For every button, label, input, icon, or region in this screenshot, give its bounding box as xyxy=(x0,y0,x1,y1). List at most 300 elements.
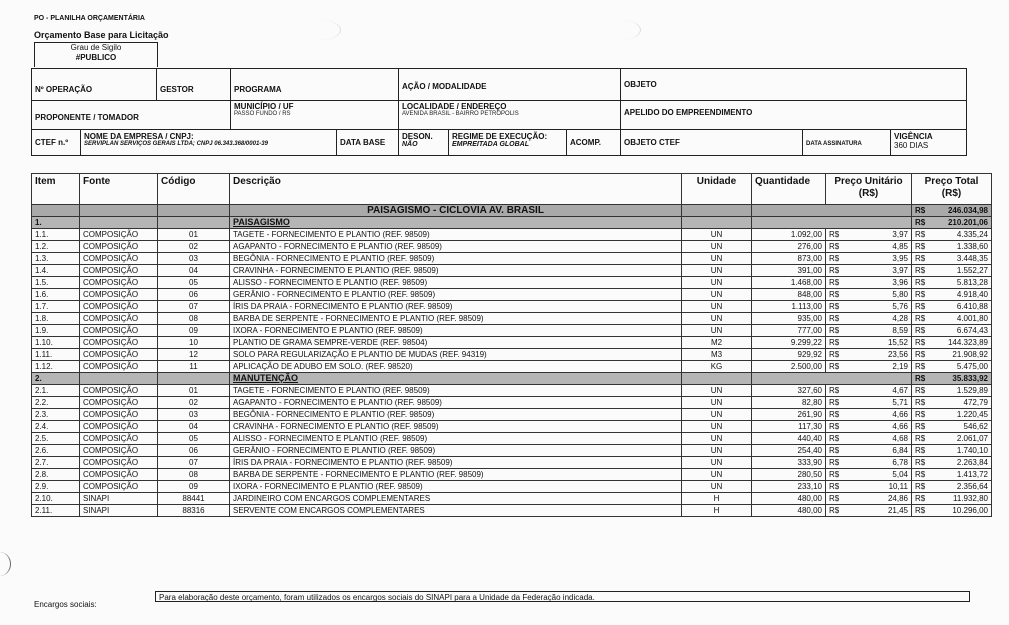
unidade-cell: UN xyxy=(682,409,752,421)
quantidade-cell: 848,00 xyxy=(752,289,826,301)
table-row xyxy=(32,409,992,421)
quantidade-cell: 2.500,00 xyxy=(752,361,826,373)
quantidade-cell: 280,50 xyxy=(752,469,826,481)
codigo-cell: 06 xyxy=(158,289,230,301)
codigo-cell: 08 xyxy=(158,313,230,325)
unitario-cell xyxy=(826,277,912,289)
group-item: 2. xyxy=(32,373,80,385)
encargos-label: Encargos sociais: xyxy=(34,600,97,609)
currency-symbol: R$ xyxy=(829,290,840,299)
total-cell xyxy=(912,265,992,277)
scan-artifact xyxy=(600,20,641,40)
descricao-cell: ÍRIS DA PRAIA - FORNECIMENTO E PLANTIO (REF. 98509) xyxy=(230,457,682,469)
total-cell-value: 1.220,45 xyxy=(956,410,988,419)
acao-label: AÇÃO / MODALIDADE xyxy=(402,82,487,91)
total-cell-value: 1.413,72 xyxy=(956,470,988,479)
unidade-cell: UN xyxy=(682,229,752,241)
fonte-cell: COMPOSIÇÃO xyxy=(80,301,158,313)
empty-cell xyxy=(158,217,230,229)
table-row xyxy=(32,457,992,469)
total-cell-value: 5.475,00 xyxy=(956,362,988,371)
group-total-value: 210.201,06 xyxy=(947,218,988,227)
descricao-cell: ALISSO - FORNECIMENTO E PLANTIO (REF. 98509) xyxy=(230,277,682,289)
codigo-cell: 04 xyxy=(158,265,230,277)
total-cell xyxy=(912,385,992,397)
empresa-value: SERVIPLAN SERVIÇOS GERAIS LTDA; CNPJ 06.343.368/0001-39 xyxy=(84,141,268,147)
empty-cell xyxy=(32,205,80,217)
currency-symbol: R$ xyxy=(915,302,926,311)
fonte-cell: COMPOSIÇÃO xyxy=(80,445,158,457)
unitario-cell xyxy=(826,409,912,421)
unitario-cell-value: 5,71 xyxy=(892,398,908,407)
fonte-cell: COMPOSIÇÃO xyxy=(80,469,158,481)
unitario-cell-value: 2,19 xyxy=(892,362,908,371)
quantidade-cell: 929,92 xyxy=(752,349,826,361)
unitario-cell xyxy=(826,241,912,253)
currency-symbol: R$ xyxy=(829,470,840,479)
table-row xyxy=(32,265,992,277)
item-cell: 2.8. xyxy=(32,469,80,481)
item-cell: 2.1. xyxy=(32,385,80,397)
currency-symbol: R$ xyxy=(829,314,840,323)
item-cell: 2.10. xyxy=(32,493,80,505)
total-cell-value: 4.918,40 xyxy=(956,290,988,299)
table-row xyxy=(32,505,992,517)
unidade-cell: M2 xyxy=(682,337,752,349)
codigo-cell: 07 xyxy=(158,301,230,313)
item-cell: 1.5. xyxy=(32,277,80,289)
currency-symbol: R$ xyxy=(829,338,840,347)
municipio-value: PASSO FUNDO / RS xyxy=(234,111,291,117)
codigo-cell: 03 xyxy=(158,409,230,421)
total-cell-value: 4.001,80 xyxy=(956,314,988,323)
unidade-cell: UN xyxy=(682,481,752,493)
quantidade-cell: 333,90 xyxy=(752,457,826,469)
operacao-label: Nº OPERAÇÃO xyxy=(35,85,93,94)
unidade-cell: H xyxy=(682,505,752,517)
item-cell: 1.9. xyxy=(32,325,80,337)
empty-cell xyxy=(682,373,752,385)
data-base-label: DATA BASE xyxy=(340,138,386,147)
table-row xyxy=(32,301,992,313)
descricao-cell: IXORA - FORNECIMENTO E PLANTIO (REF. 98509) xyxy=(230,481,682,493)
unitario-cell xyxy=(826,313,912,325)
table-row xyxy=(32,229,992,241)
unitario-cell-value: 4,66 xyxy=(892,410,908,419)
header-row-3 xyxy=(31,129,967,156)
unitario-cell-value: 8,59 xyxy=(892,326,908,335)
unitario-cell xyxy=(826,229,912,241)
empty-cell xyxy=(80,205,158,217)
quantidade-cell: 82,80 xyxy=(752,397,826,409)
unidade-cell: UN xyxy=(682,445,752,457)
unitario-cell-value: 3,95 xyxy=(892,254,908,263)
total-cell xyxy=(912,481,992,493)
fonte-cell: COMPOSIÇÃO xyxy=(80,265,158,277)
currency-symbol: R$ xyxy=(915,446,926,455)
regime-label: REGIME DE EXECUÇÃO: xyxy=(452,132,548,141)
objeto-label: OBJETO xyxy=(624,80,657,89)
currency-symbol: R$ xyxy=(915,242,926,251)
descricao-cell: JARDINEIRO COM ENCARGOS COMPLEMENTARES xyxy=(230,493,682,505)
unitario-cell-value: 15,52 xyxy=(887,338,908,347)
empty-cell xyxy=(158,205,230,217)
unitario-cell xyxy=(826,433,912,445)
currency-symbol: R$ xyxy=(829,446,840,455)
unitario-cell xyxy=(826,325,912,337)
fonte-cell: COMPOSIÇÃO xyxy=(80,289,158,301)
item-cell: 2.9. xyxy=(32,481,80,493)
quantidade-cell: 327,60 xyxy=(752,385,826,397)
descricao-cell: GERÂNIO - FORNECIMENTO E PLANTIO (REF. 98509) xyxy=(230,289,682,301)
empty-cell xyxy=(752,205,912,217)
group-row xyxy=(32,217,992,229)
title-row-label: PAISAGISMO - CICLOVIA AV. BRASIL xyxy=(230,205,682,217)
currency-symbol: R$ xyxy=(829,422,840,431)
col-item: Item xyxy=(32,174,80,205)
col-fonte: Fonte xyxy=(80,174,158,205)
descricao-cell: BEGÔNIA - FORNECIMENTO E PLANTIO (REF. 98509) xyxy=(230,253,682,265)
descricao-cell: SOLO PARA REGULARIZAÇÃO E PLANTIO DE MUDAS (REF. 94319) xyxy=(230,349,682,361)
localidade-value: AVENIDA BRASIL - BAIRRO PETRÓPOLIS xyxy=(402,111,519,117)
codigo-cell: 01 xyxy=(158,385,230,397)
item-cell: 2.6. xyxy=(32,445,80,457)
currency-symbol: R$ xyxy=(829,494,840,503)
total-cell xyxy=(912,493,992,505)
currency-symbol: R$ xyxy=(829,242,840,251)
total-cell-value: 2.061,07 xyxy=(956,434,988,443)
quantidade-cell: 1.468,00 xyxy=(752,277,826,289)
total-cell xyxy=(912,337,992,349)
descricao-cell: AGAPANTO - FORNECIMENTO E PLANTIO (REF. 98509) xyxy=(230,397,682,409)
fonte-cell: COMPOSIÇÃO xyxy=(80,349,158,361)
quantidade-cell: 1.113,00 xyxy=(752,301,826,313)
currency-symbol: R$ xyxy=(915,398,926,407)
fonte-cell: SINAPI xyxy=(80,493,158,505)
table-row xyxy=(32,397,992,409)
codigo-cell: 05 xyxy=(158,277,230,289)
group-total xyxy=(912,217,992,229)
header-row-2 xyxy=(31,100,967,130)
fonte-cell: COMPOSIÇÃO xyxy=(80,397,158,409)
total-cell xyxy=(912,229,992,241)
codigo-cell: 88316 xyxy=(158,505,230,517)
descricao-cell: TAGETE - FORNECIMENTO E PLANTIO (REF. 98509) xyxy=(230,385,682,397)
descricao-cell: BARBA DE SERPENTE - FORNECIMENTO E PLANTIO (REF. 98509) xyxy=(230,313,682,325)
currency-symbol: R$ xyxy=(829,326,840,335)
quantidade-cell: 480,00 xyxy=(752,505,826,517)
fonte-cell: SINAPI xyxy=(80,505,158,517)
unitario-cell xyxy=(826,253,912,265)
item-cell: 2.7. xyxy=(32,457,80,469)
unidade-cell: UN xyxy=(682,421,752,433)
empty-cell xyxy=(752,373,912,385)
unidade-cell: H xyxy=(682,493,752,505)
localidade-label: LOCALIDADE / ENDEREÇO xyxy=(402,102,507,111)
currency-symbol: R$ xyxy=(915,374,926,383)
currency-symbol: R$ xyxy=(915,410,926,419)
regime-value: EMPREITADA GLOBAL xyxy=(452,141,529,148)
currency-symbol: R$ xyxy=(915,206,926,215)
descricao-cell: CRAVINHA - FORNECIMENTO E PLANTIO (REF. 98509) xyxy=(230,265,682,277)
item-cell: 1.12. xyxy=(32,361,80,373)
currency-symbol: R$ xyxy=(915,362,926,371)
unitario-cell-value: 3,96 xyxy=(892,278,908,287)
programa-label: PROGRAMA xyxy=(234,85,282,94)
unitario-cell-value: 6,78 xyxy=(892,458,908,467)
quantidade-cell: 261,90 xyxy=(752,409,826,421)
currency-symbol: R$ xyxy=(829,434,840,443)
total-cell-value: 4.335,24 xyxy=(956,230,988,239)
fonte-cell: COMPOSIÇÃO xyxy=(80,241,158,253)
codigo-cell: 02 xyxy=(158,397,230,409)
descricao-cell: SERVENTE COM ENCARGOS COMPLEMENTARES xyxy=(230,505,682,517)
item-cell: 1.8. xyxy=(32,313,80,325)
unitario-cell xyxy=(826,469,912,481)
descricao-cell: AGAPANTO - FORNECIMENTO E PLANTIO (REF. 98509) xyxy=(230,241,682,253)
quantidade-cell: 233,10 xyxy=(752,481,826,493)
col-descricao: Descrição xyxy=(230,174,682,205)
quantidade-cell: 873,00 xyxy=(752,253,826,265)
unidade-cell: M3 xyxy=(682,349,752,361)
currency-symbol: R$ xyxy=(829,398,840,407)
currency-symbol: R$ xyxy=(829,482,840,491)
col-preco-unitario: Preço Unitário (R$) xyxy=(826,174,912,205)
fonte-cell: COMPOSIÇÃO xyxy=(80,325,158,337)
total-cell xyxy=(912,289,992,301)
total-cell-value: 144.323,89 xyxy=(947,338,988,347)
unitario-cell-value: 4,85 xyxy=(892,242,908,251)
unitario-cell xyxy=(826,445,912,457)
codigo-cell: 02 xyxy=(158,241,230,253)
quantidade-cell: 480,00 xyxy=(752,493,826,505)
currency-symbol: R$ xyxy=(915,218,926,227)
table-row xyxy=(32,445,992,457)
unidade-cell: UN xyxy=(682,265,752,277)
table-row xyxy=(32,253,992,265)
group-item: 1. xyxy=(32,217,80,229)
group-label: PAISAGISMO xyxy=(230,217,682,229)
unitario-cell xyxy=(826,385,912,397)
table-row xyxy=(32,313,992,325)
total-cell xyxy=(912,325,992,337)
item-cell: 1.10. xyxy=(32,337,80,349)
unitario-cell xyxy=(826,349,912,361)
fonte-cell: COMPOSIÇÃO xyxy=(80,313,158,325)
fonte-cell: COMPOSIÇÃO xyxy=(80,361,158,373)
total-cell xyxy=(912,469,992,481)
total-cell-value: 472,79 xyxy=(963,398,988,407)
title-row xyxy=(32,205,992,217)
unitario-cell xyxy=(826,337,912,349)
deson-label: DESON. xyxy=(402,132,433,141)
unitario-cell-value: 4,68 xyxy=(892,434,908,443)
header-row-1 xyxy=(31,68,967,101)
vigencia-label: VIGÊNCIA xyxy=(894,132,933,141)
municipio-label: MUNICÍPIO / UF xyxy=(234,102,294,111)
codigo-cell: 04 xyxy=(158,421,230,433)
total-cell-value: 2.356,64 xyxy=(956,482,988,491)
total-cell xyxy=(912,505,992,517)
total-cell-value: 10.296,00 xyxy=(952,506,988,515)
encargos-text: Para elaboração deste orçamento, foram utilizados os encargos sociais do SINAPI para a Unidade da Federação indicada. xyxy=(155,591,970,602)
item-cell: 2.2. xyxy=(32,397,80,409)
unitario-cell xyxy=(826,493,912,505)
currency-symbol: R$ xyxy=(915,338,926,347)
unidade-cell: UN xyxy=(682,313,752,325)
quantidade-cell: 117,30 xyxy=(752,421,826,433)
gestor-label: GESTOR xyxy=(160,85,194,94)
fonte-cell: COMPOSIÇÃO xyxy=(80,229,158,241)
fonte-cell: COMPOSIÇÃO xyxy=(80,481,158,493)
quantidade-cell: 1.092,00 xyxy=(752,229,826,241)
unidade-cell: UN xyxy=(682,301,752,313)
item-cell: 1.11. xyxy=(32,349,80,361)
unitario-cell-value: 24,86 xyxy=(887,494,908,503)
fonte-cell: COMPOSIÇÃO xyxy=(80,385,158,397)
unidade-cell: UN xyxy=(682,289,752,301)
unitario-cell xyxy=(826,421,912,433)
table-row xyxy=(32,493,992,505)
item-cell: 2.3. xyxy=(32,409,80,421)
empty-cell xyxy=(752,217,912,229)
codigo-cell: 09 xyxy=(158,481,230,493)
total-cell-value: 3.448,35 xyxy=(956,254,988,263)
currency-symbol: R$ xyxy=(829,254,840,263)
currency-symbol: R$ xyxy=(915,254,926,263)
total-cell-value: 1.740,10 xyxy=(956,446,988,455)
descricao-cell: ALISSO - FORNECIMENTO E PLANTIO (REF. 98509) xyxy=(230,433,682,445)
codigo-cell: 03 xyxy=(158,253,230,265)
currency-symbol: R$ xyxy=(829,230,840,239)
unitario-cell-value: 3,97 xyxy=(892,230,908,239)
quantidade-cell: 935,00 xyxy=(752,313,826,325)
codigo-cell: 05 xyxy=(158,433,230,445)
table-row xyxy=(32,361,992,373)
col-codigo: Código xyxy=(158,174,230,205)
currency-symbol: R$ xyxy=(915,350,926,359)
unidade-cell: UN xyxy=(682,469,752,481)
unitario-cell-value: 5,80 xyxy=(892,290,908,299)
unitario-cell-value: 5,76 xyxy=(892,302,908,311)
item-cell: 2.4. xyxy=(32,421,80,433)
empty-cell xyxy=(80,373,158,385)
deson-value: NÃO xyxy=(402,141,418,148)
unitario-cell-value: 23,56 xyxy=(887,350,908,359)
item-cell: 1.1. xyxy=(32,229,80,241)
currency-symbol: R$ xyxy=(915,314,926,323)
unitario-cell xyxy=(826,457,912,469)
unidade-cell: UN xyxy=(682,241,752,253)
quantidade-cell: 391,00 xyxy=(752,265,826,277)
codigo-cell: 06 xyxy=(158,445,230,457)
total-cell-value: 1.529,89 xyxy=(956,386,988,395)
total-cell xyxy=(912,277,992,289)
codigo-cell: 12 xyxy=(158,349,230,361)
title-row-total-value: 246.034,98 xyxy=(947,206,988,215)
fonte-cell: COMPOSIÇÃO xyxy=(80,421,158,433)
unitario-cell-value: 21,45 xyxy=(887,506,908,515)
document-title: PO - PLANILHA ORÇAMENTÁRIA xyxy=(34,15,145,22)
descricao-cell: TAGETE - FORNECIMENTO E PLANTIO (REF. 98509) xyxy=(230,229,682,241)
descricao-cell: BARBA DE SERPENTE - FORNECIMENTO E PLANTIO (REF. 98509) xyxy=(230,469,682,481)
total-cell xyxy=(912,349,992,361)
currency-symbol: R$ xyxy=(915,470,926,479)
unidade-cell: UN xyxy=(682,277,752,289)
group-label: MANUTENÇÃO xyxy=(230,373,682,385)
currency-symbol: R$ xyxy=(829,458,840,467)
group-total-value: 35.833,92 xyxy=(952,374,988,383)
fonte-cell: COMPOSIÇÃO xyxy=(80,277,158,289)
group-total xyxy=(912,373,992,385)
quantidade-cell: 440,40 xyxy=(752,433,826,445)
total-cell-value: 1.338,60 xyxy=(956,242,988,251)
proponente-label: PROPONENTE / TOMADOR xyxy=(35,113,139,122)
descricao-cell: APLICAÇÃO DE ADUBO EM SOLO. (REF. 98520) xyxy=(230,361,682,373)
currency-symbol: R$ xyxy=(915,494,926,503)
descricao-cell: PLANTIO DE GRAMA SEMPRE-VERDE (REF. 98504) xyxy=(230,337,682,349)
unitario-cell xyxy=(826,505,912,517)
total-cell xyxy=(912,445,992,457)
table-row xyxy=(32,481,992,493)
total-cell-value: 5.813,28 xyxy=(956,278,988,287)
unidade-cell: UN xyxy=(682,253,752,265)
descricao-cell: BEGÔNIA - FORNECIMENTO E PLANTIO (REF. 98509) xyxy=(230,409,682,421)
item-cell: 2.11. xyxy=(32,505,80,517)
total-cell-value: 2.263,84 xyxy=(956,458,988,467)
quantidade-cell: 276,00 xyxy=(752,241,826,253)
currency-symbol: R$ xyxy=(915,434,926,443)
unidade-cell: UN xyxy=(682,457,752,469)
descricao-cell: ÍRIS DA PRAIA - FORNECIMENTO E PLANTIO (REF. 98509) xyxy=(230,301,682,313)
total-cell-value: 546,62 xyxy=(963,422,988,431)
item-cell: 1.7. xyxy=(32,301,80,313)
table-row xyxy=(32,289,992,301)
unitario-cell-value: 6,84 xyxy=(892,446,908,455)
quantidade-cell: 777,00 xyxy=(752,325,826,337)
total-cell-value: 6.674,43 xyxy=(956,326,988,335)
scan-artifact xyxy=(300,20,341,40)
group-row xyxy=(32,373,992,385)
unitario-cell-value: 3,97 xyxy=(892,266,908,275)
unidade-cell: UN xyxy=(682,385,752,397)
currency-symbol: R$ xyxy=(829,362,840,371)
vigencia-value: 360 DIAS xyxy=(894,141,929,150)
total-cell xyxy=(912,457,992,469)
table-row xyxy=(32,385,992,397)
unitario-cell xyxy=(826,301,912,313)
apelido-label: APELIDO DO EMPREENDIMENTO xyxy=(624,108,753,117)
currency-symbol: R$ xyxy=(915,266,926,275)
budget-table xyxy=(31,173,992,517)
fonte-cell: COMPOSIÇÃO xyxy=(80,409,158,421)
fonte-cell: COMPOSIÇÃO xyxy=(80,253,158,265)
currency-symbol: R$ xyxy=(915,290,926,299)
currency-symbol: R$ xyxy=(915,326,926,335)
currency-symbol: R$ xyxy=(829,506,840,515)
item-cell: 1.2. xyxy=(32,241,80,253)
currency-symbol: R$ xyxy=(829,302,840,311)
codigo-cell: 08 xyxy=(158,469,230,481)
unitario-cell xyxy=(826,361,912,373)
total-cell xyxy=(912,397,992,409)
empresa-label: NOME DA EMPRESA / CNPJ: xyxy=(84,132,194,141)
total-cell xyxy=(912,301,992,313)
table-row xyxy=(32,241,992,253)
empty-cell xyxy=(80,217,158,229)
col-preco-total: Preço Total (R$) xyxy=(912,174,992,205)
unitario-cell xyxy=(826,481,912,493)
